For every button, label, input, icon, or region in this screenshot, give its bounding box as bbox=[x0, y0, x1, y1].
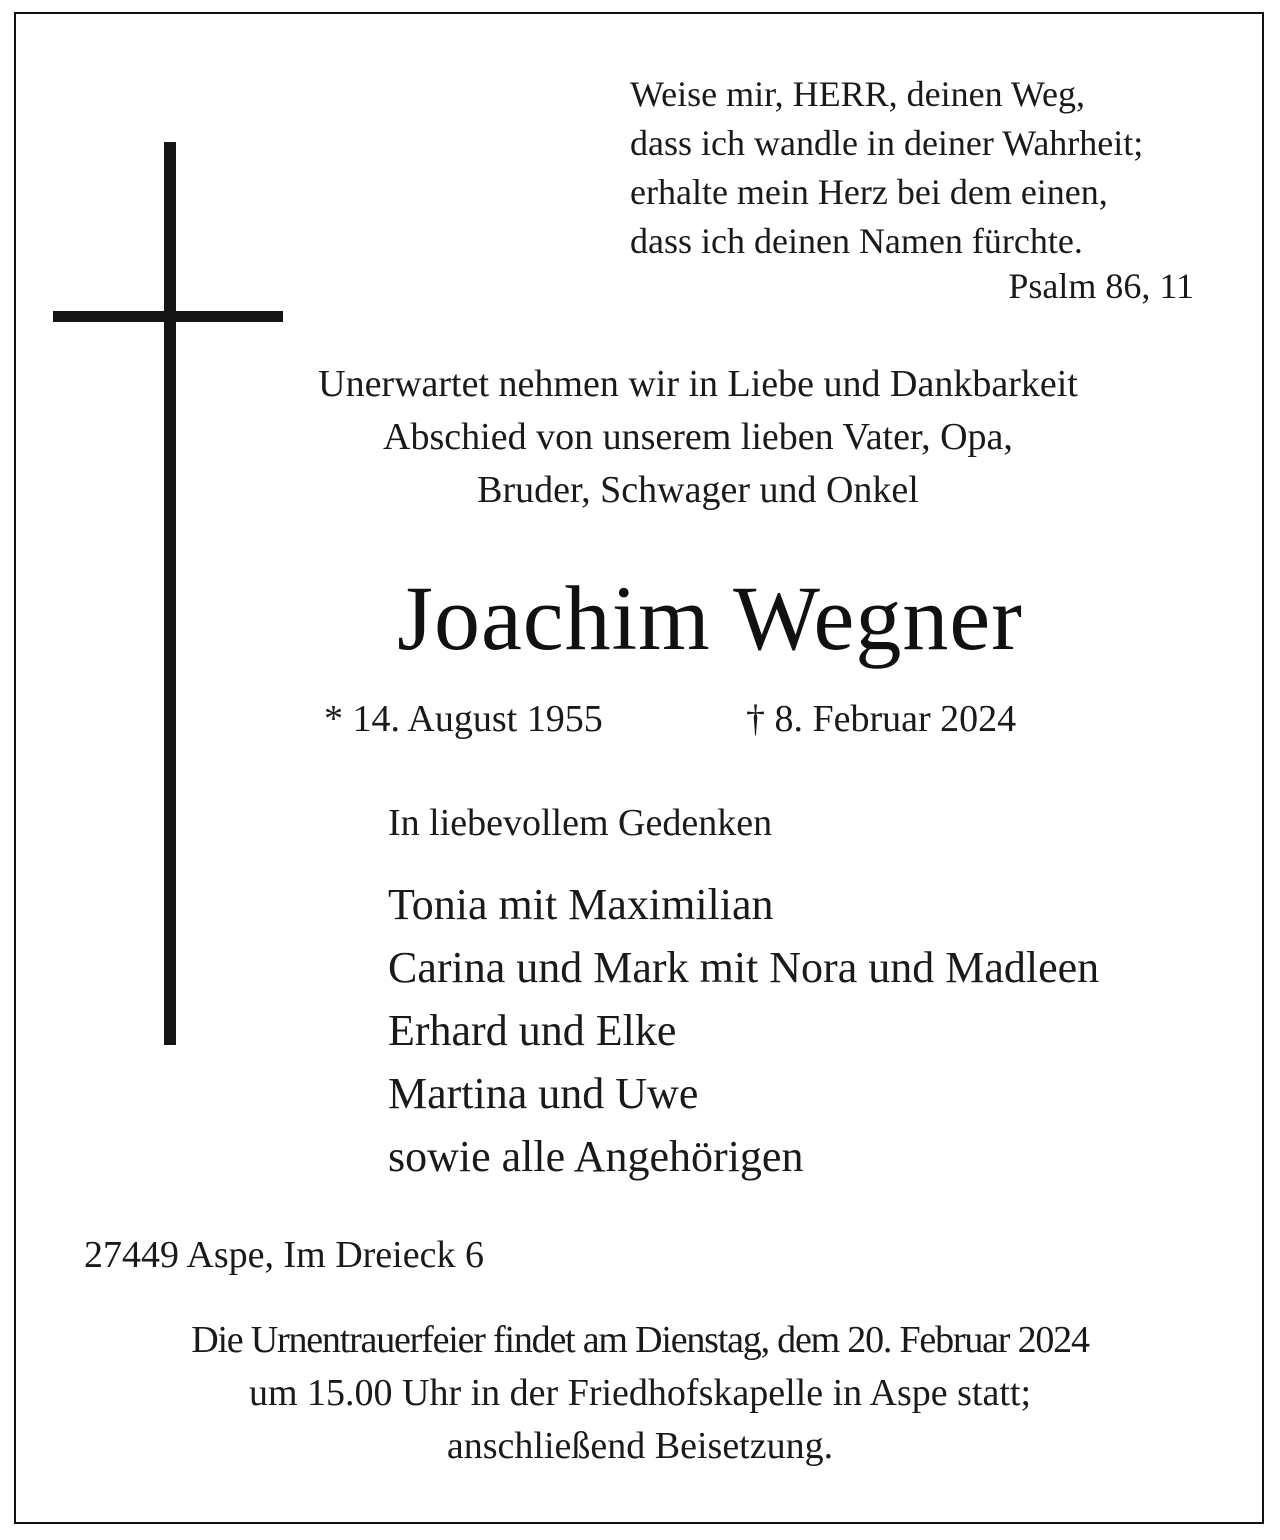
intro-line: Bruder, Schwager und Onkel bbox=[477, 469, 919, 511]
mourner-entry: Martina und Uwe bbox=[388, 1069, 699, 1118]
psalm-line: dass ich wandle in deiner Wahrheit; bbox=[630, 123, 1144, 163]
mourner-entry: Tonia mit Maximilian bbox=[388, 880, 774, 929]
ceremony-notice bbox=[40, 1314, 1240, 1473]
psalm-line: Weise mir, HERR, deinen Weg, bbox=[630, 74, 1086, 114]
psalm-reference: Psalm 86, 11 bbox=[1008, 266, 1194, 306]
intro-line: Abschied von unserem lieben Vater, Opa, bbox=[383, 416, 1013, 458]
ceremony-line: anschließend Beisetzung. bbox=[446, 1425, 834, 1467]
psalm-quote bbox=[630, 70, 1210, 266]
cross-vertical-bar bbox=[164, 142, 176, 1045]
psalm-line: dass ich deinen Namen fürchte. bbox=[630, 221, 1083, 261]
cross-horizontal-bar bbox=[53, 311, 283, 322]
ceremony-line: um 15.00 Uhr in der Friedhofskapelle in Aspe statt; bbox=[248, 1372, 1032, 1414]
deceased-name: Joachim Wegner bbox=[397, 567, 1023, 669]
ceremony-line: Die Urnentrauerfeier findet am Dienstag, dem 20. Februar 2024 bbox=[191, 1319, 1089, 1361]
intro-line: Unerwartet nehmen wir in Liebe und Dankbarkeit bbox=[318, 363, 1078, 405]
mourner-entry: Carina und Mark mit Nora und Madleen bbox=[388, 943, 1100, 992]
memory-line: In liebevollem Gedenken bbox=[388, 802, 773, 844]
mourner-entry: sowie alle Angehörigen bbox=[388, 1132, 804, 1181]
birth-date: * 14. August 1955 bbox=[324, 698, 603, 740]
death-date: † 8. Februar 2024 bbox=[746, 698, 1017, 740]
psalm-line: erhalte mein Herz bei dem einen, bbox=[630, 172, 1108, 212]
mourners-list bbox=[388, 873, 1099, 1188]
mourner-entry: Erhard und Elke bbox=[388, 1006, 677, 1055]
family-address: 27449 Aspe, Im Dreieck 6 bbox=[84, 1234, 484, 1276]
intro-text bbox=[200, 358, 1196, 517]
